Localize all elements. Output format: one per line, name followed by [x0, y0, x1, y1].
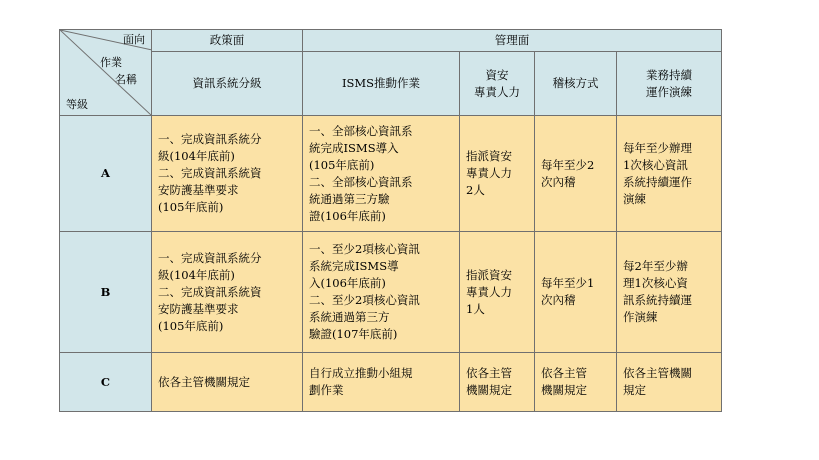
table-cell: 一、完成資訊系統分 級(104年底前) 二、完成資訊系統資 安防護基準要求 (105年底前)	[152, 232, 303, 353]
column-header-isms: ISMS推動作業	[303, 52, 460, 116]
corner-face-label: 面向	[123, 33, 145, 46]
table-cell: 依各主管 機關規定	[535, 353, 617, 412]
table-row	[60, 353, 722, 412]
row-level-cell: B	[60, 232, 152, 353]
table-cell: 一、完成資訊系統分 級(104年底前) 二、完成資訊系統資 安防護基準要求 (105年底前)	[152, 116, 303, 232]
group-header-policy: 政策面	[152, 30, 303, 52]
column-header-audit-method: 稽核方式	[535, 52, 617, 116]
table-row	[60, 116, 722, 232]
security-requirements-table	[59, 29, 722, 412]
table-cell: 一、全部核心資訊系 統完成ISMS導入 (105年底前) 二、全部核心資訊系 統通過第三方驗 證(106年底前)	[303, 116, 460, 232]
table-cell: 每年至少辦理 1次核心資訊 系統持續運作 演練	[617, 116, 722, 232]
corner-name-label: 名稱	[115, 73, 137, 86]
row-level-cell: C	[60, 353, 152, 412]
table-cell: 自行成立推動小組規 劃作業	[303, 353, 460, 412]
table-cell: 每年至少1 次內稽	[535, 232, 617, 353]
table-row	[60, 232, 722, 353]
table-cell: 依各主管 機關規定	[460, 353, 535, 412]
group-header-management: 管理面	[303, 30, 722, 52]
table-cell: 依各主管機關規定	[152, 353, 303, 412]
row-level-cell: A	[60, 116, 152, 232]
table-cell: 每2年至少辦 理1次核心資 訊系統持續運 作演練	[617, 232, 722, 353]
column-header-continuity-drill: 業務持續 運作演練	[617, 52, 722, 116]
table-cell: 一、至少2項核心資訊 系統完成ISMS導 入(106年底前) 二、至少2項核心資訊 系統通過第三方 驗證(107年底前)	[303, 232, 460, 353]
header-corner-cell	[60, 30, 152, 116]
table-cell: 每年至少2 次內稽	[535, 116, 617, 232]
corner-operation-label: 作業	[100, 56, 122, 69]
table-cell: 指派資安 專責人力 2人	[460, 116, 535, 232]
table-cell: 依各主管機關 規定	[617, 353, 722, 412]
column-header-security-staff: 資安 專責人力	[460, 52, 535, 116]
column-header-system-classification: 資訊系統分級	[152, 52, 303, 116]
table-cell: 指派資安 專責人力 1人	[460, 232, 535, 353]
corner-level-label: 等級	[66, 98, 88, 111]
